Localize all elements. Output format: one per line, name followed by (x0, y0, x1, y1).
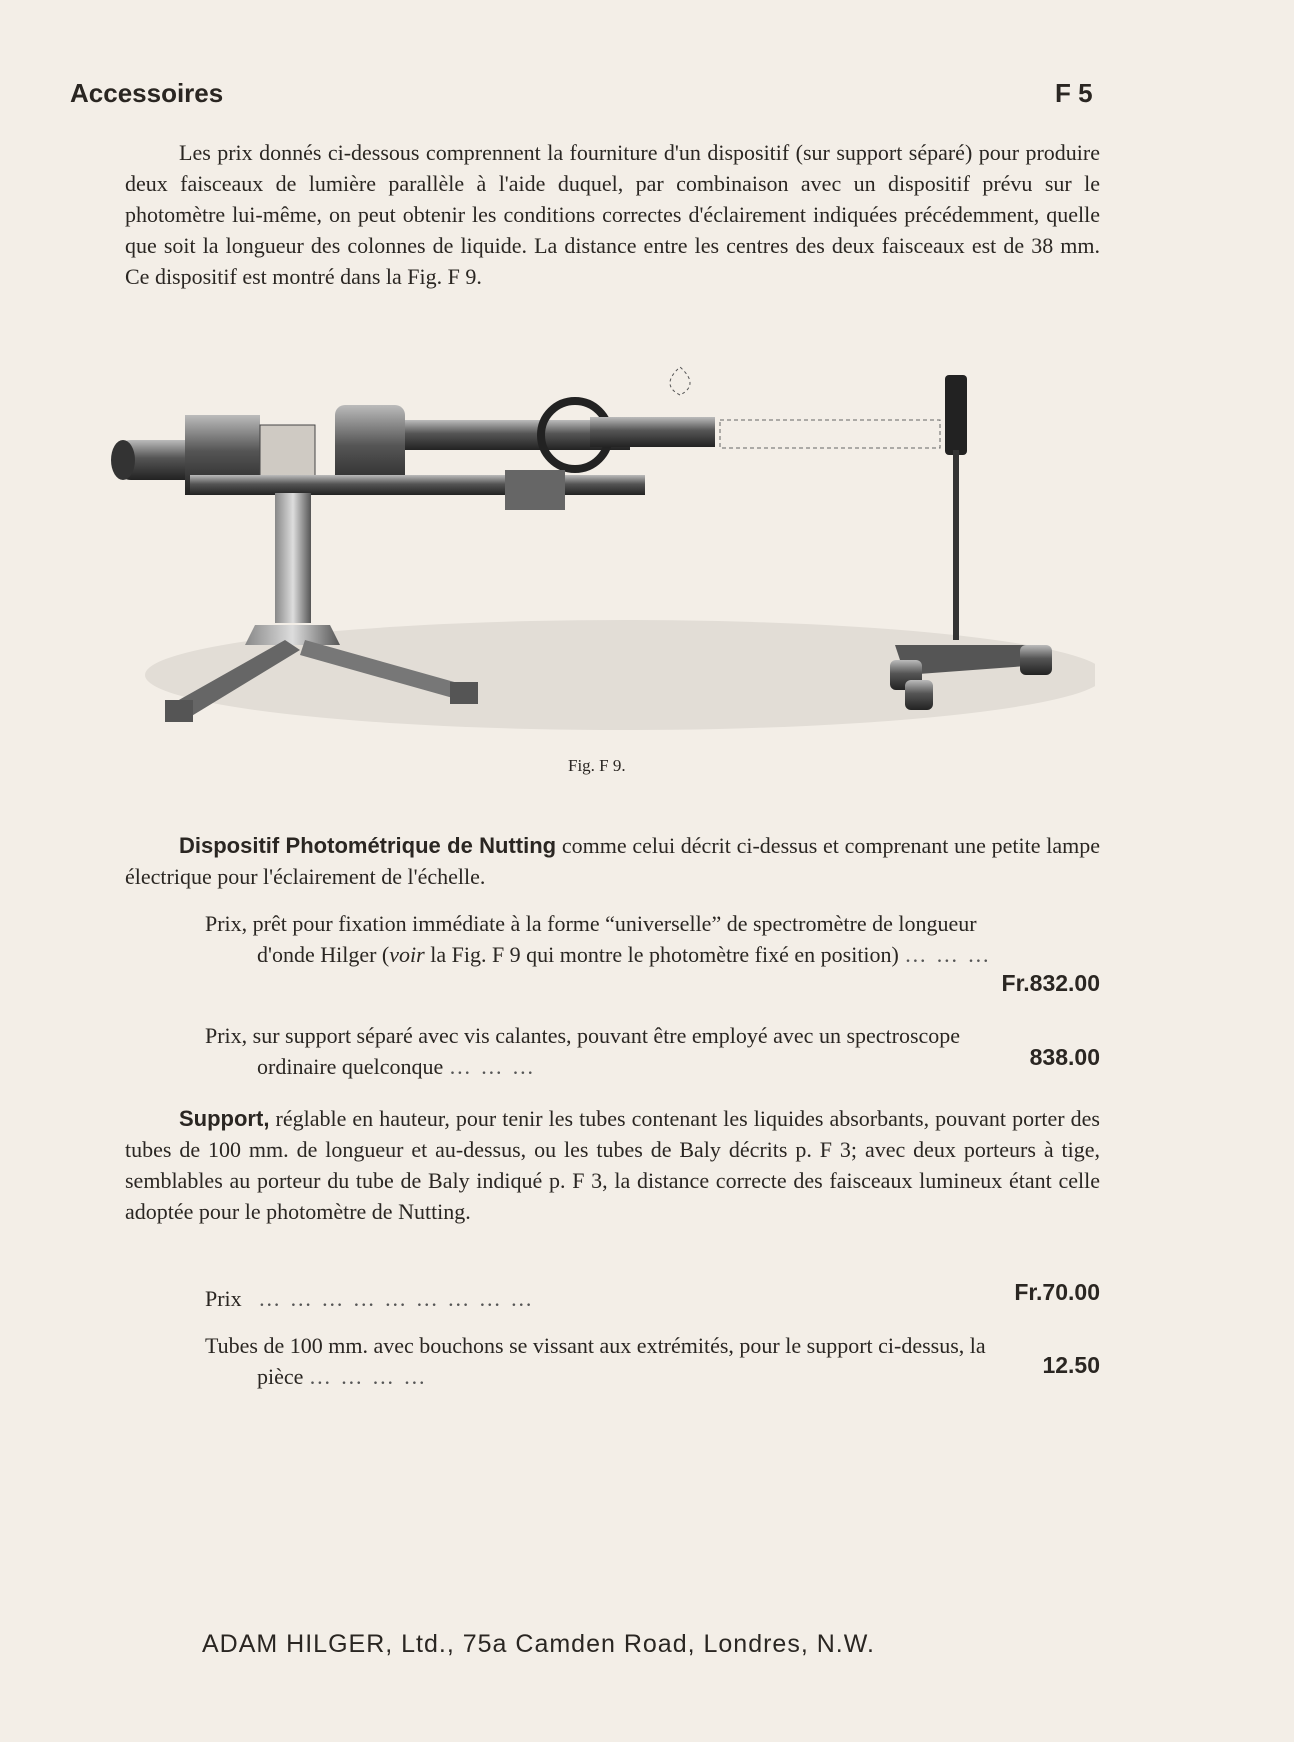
item-italic: voir (389, 942, 425, 967)
price-item-universal (205, 908, 1100, 1003)
support-title: Support, (179, 1106, 270, 1131)
support-text: réglable en hauteur, pour tenir les tubes contenant les liquides absorbants, pouvant porter des tubes de 100 mm. de longueur et au-dessus, ou les tubes de Baly décrits p. F 3; avec deux porteurs à tige, semblables au porteur du tube de Baly indiqué p. F 3, la distance correcte des faisceaux lumineux étant celle adoptée pour le photomètre de Nutting. (125, 1106, 1100, 1224)
publisher-footer: ADAM HILGER, Ltd., 75a Camden Road, Londres, N.W. (202, 1630, 875, 1658)
support-description (125, 1103, 1100, 1227)
item-text: Prix (205, 1286, 242, 1311)
price-value: 12.50 (1042, 1352, 1100, 1378)
item-text: Prix, prêt pour fixation immédiate à la forme “universelle” de spectromètre de longueur d'onde Hilger ( (205, 911, 977, 967)
figure-photometer-illustration (105, 355, 1095, 745)
nutting-title: Dispositif Photométrique de Nutting (179, 833, 557, 858)
leader-dots: … … … … (308, 1364, 428, 1389)
nutting-text: comme celui décrit ci-dessus et comprenant une petite lampe électrique pour l'éclairement de l'échelle. (125, 833, 1100, 889)
price-value: 838.00 (1029, 1044, 1100, 1070)
item-text: la Fig. F 9 qui montre le photomètre fixé en position) (424, 942, 899, 967)
leader-dots: … … … (904, 942, 992, 967)
nutting-description (125, 830, 1100, 892)
price-item-tubes (205, 1330, 1100, 1394)
figure-caption: Fig. F 9. (568, 756, 626, 775)
item-text: Prix, sur support séparé avec vis calantes, pouvant être employé avec un spectroscope ordinaire quelconque (205, 1023, 961, 1079)
page-number: F 5 (1055, 78, 1093, 108)
leader-dots: … … … … … … … … … (258, 1286, 535, 1311)
price-item-separate-support (205, 1020, 1100, 1084)
price-item-support (205, 1279, 1100, 1317)
intro-paragraph (125, 137, 1100, 292)
leader-dots: … … … (448, 1054, 536, 1079)
intro-text: Les prix donnés ci-dessous comprennent la fourniture d'un dispositif (sur support séparé) pour produire deux faisceaux de lumière parallèle à l'aide duquel, par combinaison avec un dispositif prévu sur le photomètre lui-même, on peut obtenir les conditions correctes d'éclairement indiquées précédemment, quelle que soit la longueur des colonnes de liquide. La distance entre les centres des deux faisceaux est de 38 mm. Ce dispositif est montré dans la Fig. F 9. (125, 140, 1100, 289)
item-text: Tubes de 100 mm. avec bouchons se vissant aux extrémités, pour le support ci-dessus, la pièce (205, 1333, 986, 1389)
section-title: Accessoires (70, 78, 224, 108)
price-value: Fr.70.00 (1014, 1279, 1100, 1305)
price-value: Fr.832.00 (1001, 970, 1100, 996)
